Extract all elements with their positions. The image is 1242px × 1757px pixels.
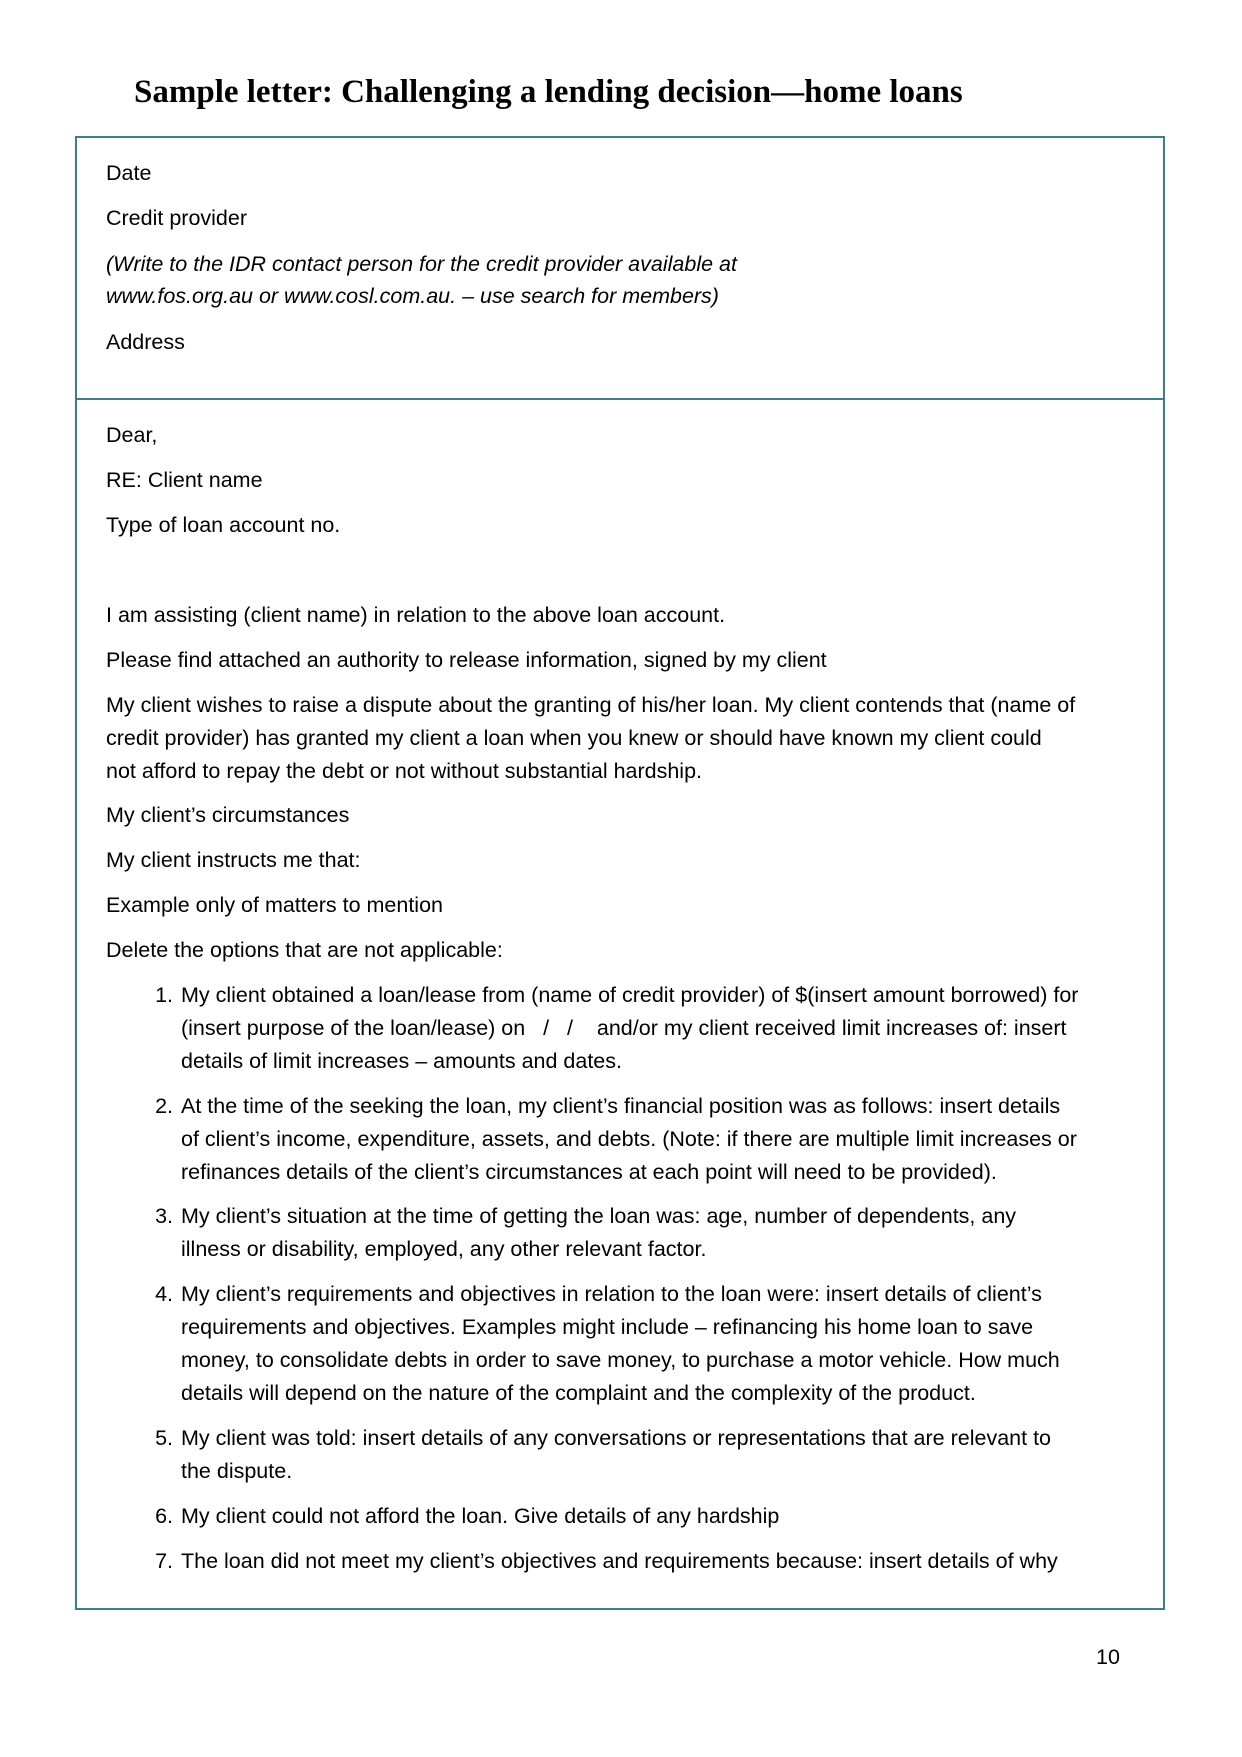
- loan-account-line: Type of loan account no.: [106, 513, 341, 537]
- list-item-line: My client’s requirements and objectives in relation to the loan were: insert details of client’s: [181, 1282, 1042, 1306]
- list-item-line: refinances details of the client’s circumstances at each point will need to be provided).: [181, 1160, 997, 1184]
- list-item-number: 6.: [155, 1504, 173, 1528]
- credit-provider-placeholder: Credit provider: [106, 206, 247, 230]
- list-item-line: details of limit increases – amounts and dates.: [181, 1049, 622, 1073]
- list-item-line: requirements and objectives. Examples might include – refinancing his home loan to save: [181, 1315, 1034, 1339]
- circumstances-heading: My client’s circumstances: [106, 803, 350, 827]
- assisting-paragraph: I am assisting (client name) in relation to the above loan account.: [106, 603, 726, 627]
- letter-template-box: [75, 136, 1165, 1610]
- page-title: Sample letter: Challenging a lending decision—home loans: [134, 74, 963, 110]
- dispute-paragraph-line: credit provider) has granted my client a loan when you knew or should have known my client could: [106, 726, 1042, 750]
- date-placeholder: Date: [106, 161, 152, 185]
- list-item-number: 2.: [155, 1094, 173, 1118]
- page-number: 10: [1096, 1645, 1120, 1669]
- list-item-number: 3.: [155, 1204, 173, 1228]
- list-item-line: My client was told: insert details of any conversations or representations that are relevant to: [181, 1426, 1051, 1450]
- dispute-paragraph-line: My client wishes to raise a dispute about the granting of his/her loan. My client contends that (name of: [106, 693, 1076, 717]
- salutation: Dear,: [106, 423, 158, 447]
- list-item-number: 7.: [155, 1549, 173, 1573]
- list-item-line: At the time of the seeking the loan, my client’s financial position was as follows: insert details: [181, 1094, 1061, 1118]
- list-item-number: 1.: [155, 983, 173, 1007]
- dispute-paragraph-line: not afford to repay the debt or not without substantial hardship.: [106, 759, 703, 783]
- list-item-line: My client obtained a loan/lease from (name of credit provider) of $(insert amount borrowed) for: [181, 983, 1079, 1007]
- list-item-line: details will depend on the nature of the complaint and the complexity of the product.: [181, 1381, 976, 1405]
- instructs-line: My client instructs me that:: [106, 848, 361, 872]
- address-placeholder: Address: [106, 330, 185, 354]
- authority-paragraph: Please find attached an authority to release information, signed by my client: [106, 648, 827, 672]
- list-item-line: The loan did not meet my client’s objectives and requirements because: insert details of why: [181, 1549, 1058, 1573]
- list-item-line: money, to consolidate debts in order to save money, to purchase a motor vehicle. How much: [181, 1348, 1060, 1372]
- list-item-line: (insert purpose of the loan/lease) on / / and/or my client received limit increases of: insert: [181, 1016, 1067, 1040]
- list-item-line: My client could not afford the loan. Give details of any hardship: [181, 1504, 780, 1528]
- idr-contact-note-line: www.fos.org.au or www.cosl.com.au. – use search for members): [106, 284, 719, 308]
- example-line: Example only of matters to mention: [106, 893, 443, 917]
- section-divider: [77, 398, 1163, 400]
- list-item-line: illness or disability, employed, any other relevant factor.: [181, 1237, 707, 1261]
- list-item-number: 4.: [155, 1282, 173, 1306]
- re-client-name: RE: Client name: [106, 468, 263, 492]
- list-item-number: 5.: [155, 1426, 173, 1450]
- idr-contact-note-line: (Write to the IDR contact person for the credit provider available at: [106, 252, 737, 276]
- list-item-line: My client’s situation at the time of getting the loan was: age, number of dependents, any: [181, 1204, 1017, 1228]
- list-item-line: the dispute.: [181, 1459, 293, 1483]
- delete-options-line: Delete the options that are not applicable:: [106, 938, 503, 962]
- list-item-line: of client’s income, expenditure, assets, and debts. (Note: if there are multiple limit increases or: [181, 1127, 1077, 1151]
